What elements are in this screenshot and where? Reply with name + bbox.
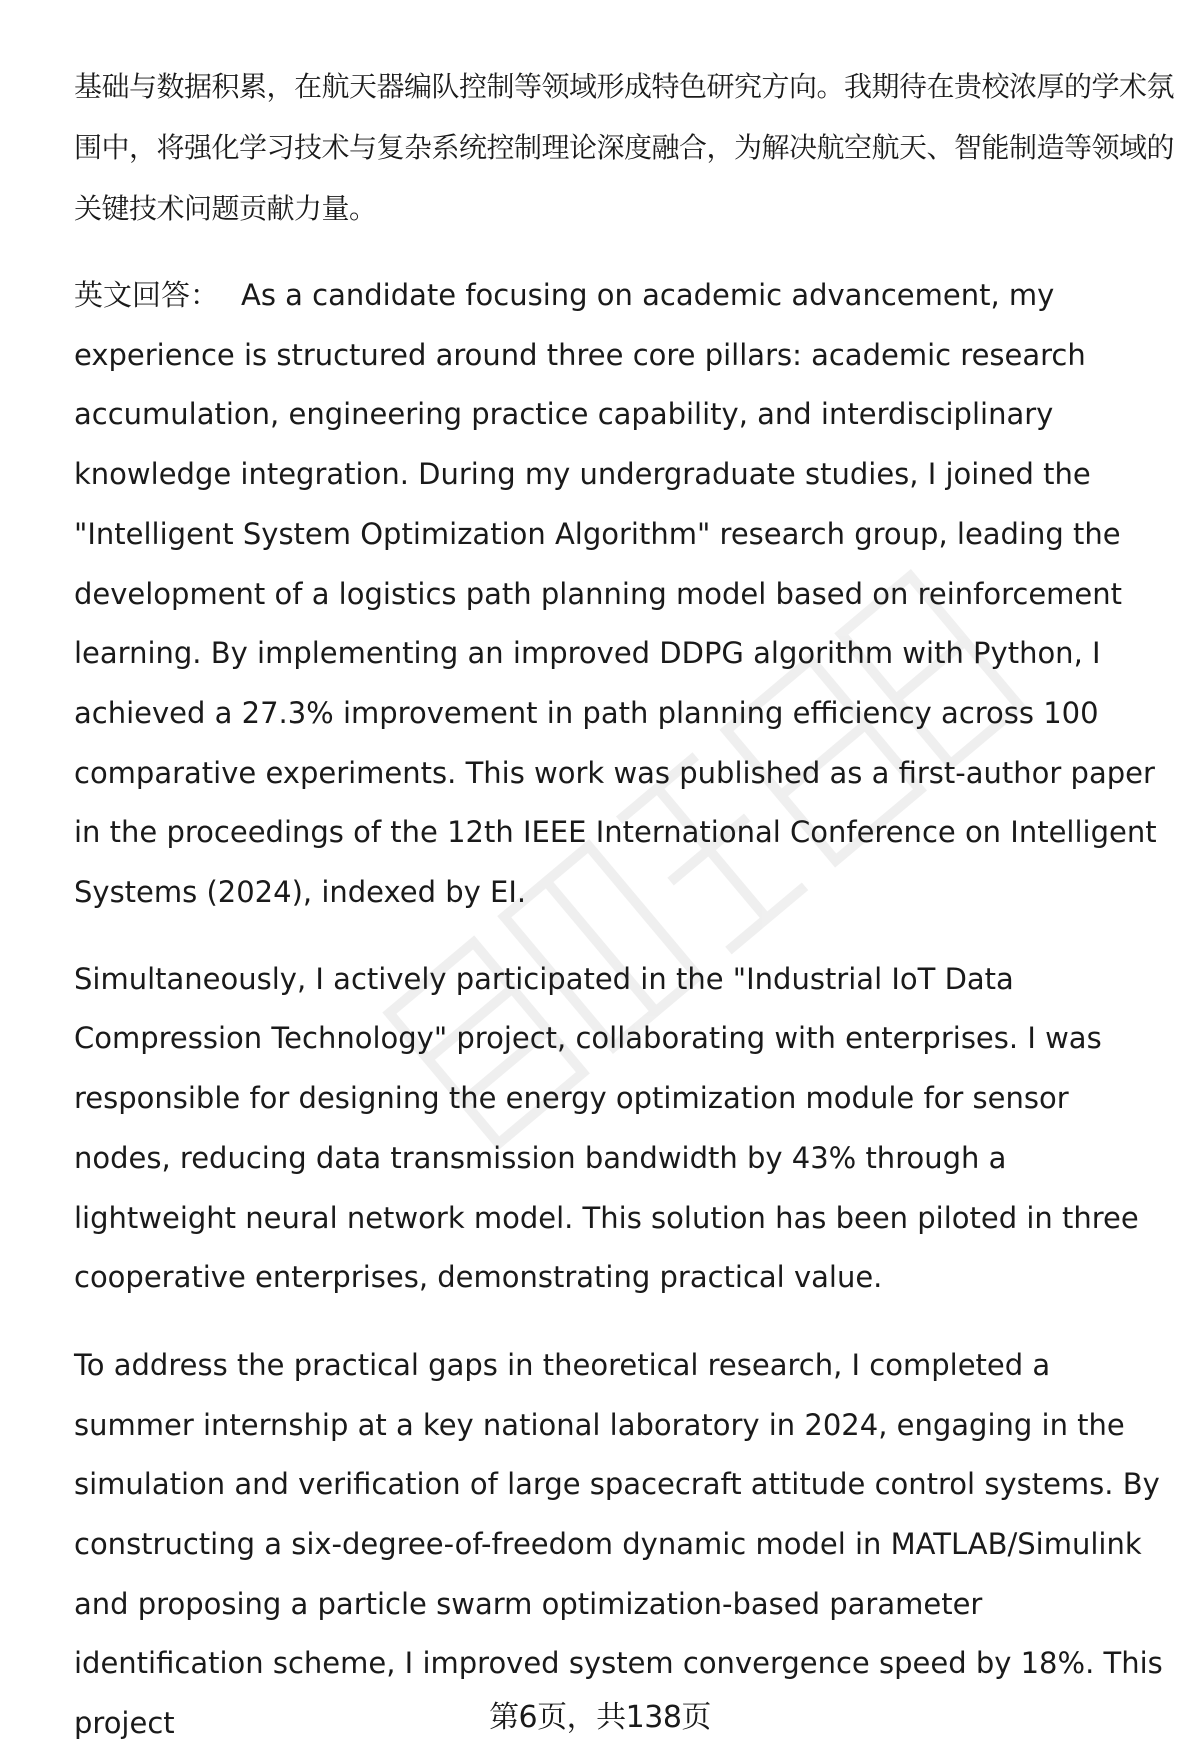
page-number-footer: 第6页，共138页 bbox=[489, 1700, 711, 1735]
paragraph-english-answer-text: As a candidate focusing on academic advancement, my experience is structured around three core pillars: academic research accumulation, engineering practice capability, and interdisciplinary knowledge integration. During my undergraduate studies, I joined the "Intelligent System Optimization Algorithm" research group, leading the development of a logistics path planning model based on reinforcement learning. By implementing an improved DDPG algorithm with Python, I achieved a 27.3% improvement in path planning efficiency across 100 comparative experiments. This work was published as a first-author paper in the proceedings of the 12th IEEE International Conference on Intelligent Systems (2024), indexed by EI. bbox=[74, 278, 1157, 910]
paragraph-english-answer bbox=[74, 266, 1174, 923]
answer-label: 英文回答： bbox=[74, 278, 220, 312]
paragraph-chinese-intro: 基础与数据积累，在航天器编队控制等领域形成特色研究方向。我期待在贵校浓厚的学术氛围中，将强化学习技术与复杂系统控制理论深度融合，为解决航空航天、智能制造等领域的关键技术问题贡献力量。 bbox=[74, 70, 1175, 225]
paragraph-iot-project: Simultaneously, I actively participated in the "Industrial IoT Data Compression Technology" project, collaborating with enterprises. I was responsible for designing the energy optimization module for sensor nodes, reducing data transmission bandwidth by 43% through a lightweight neural network model. This solution has been piloted in three cooperative enterprises, demonstrating practical value. bbox=[74, 961, 1139, 1295]
document-page bbox=[74, 56, 1174, 1754]
paragraph-internship: To address the practical gaps in theoretical research, I completed a summer internship at a key national laboratory in 2024, engaging in the simulation and verification of large spacecraft attitude control systems. By constructing a six-degree-of-freedom dynamic model in MATLAB/Simulink and proposing a particle swarm optimization-based parameter identification scheme, I improved system convergence speed by 18%. This project bbox=[74, 1347, 1163, 1741]
